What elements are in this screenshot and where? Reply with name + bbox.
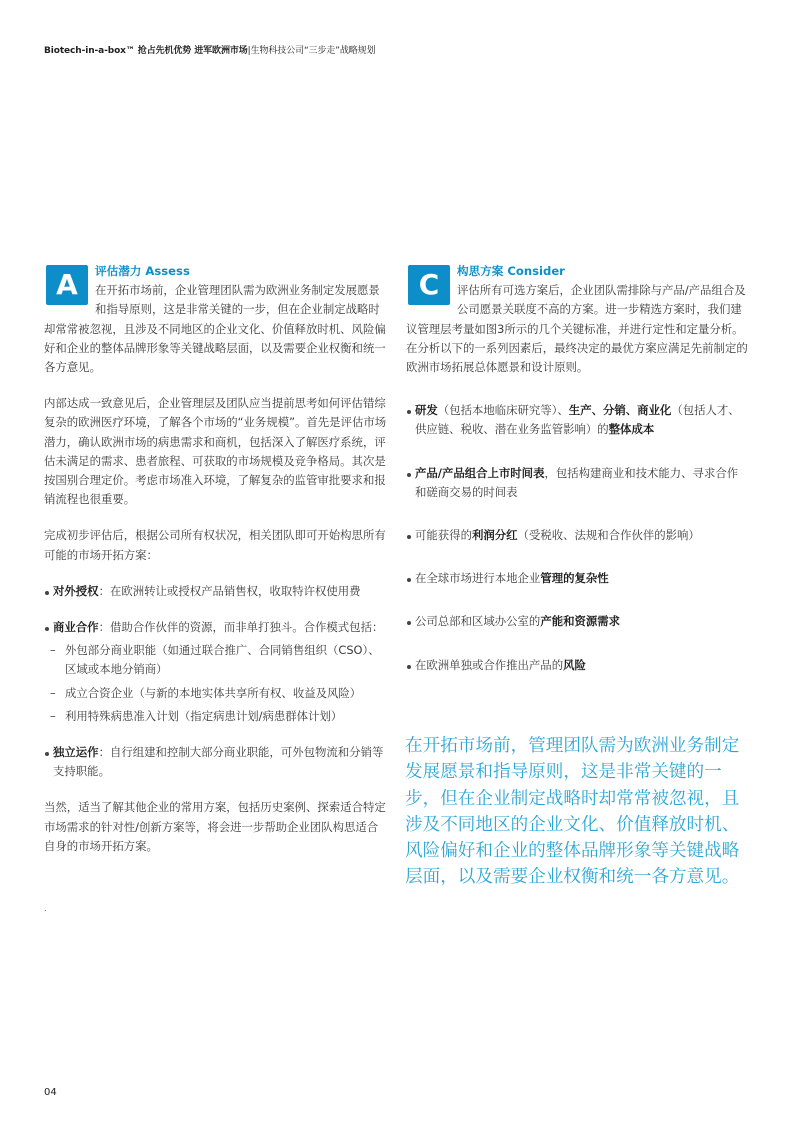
section-consider	[406, 262, 748, 675]
section-c-intro: 评估所有可选方案后，企业团队需排除与产品/产品组合及公司愿景关联度不高的方案。进一步精选方案时，我们建议管理层考量如图3所示的几个关键标准，并进行定性和定量分析。在分析以下的一系列因素后，最终决定的最优方案应满足先前制定的欧洲市场拓展总体愿景和设计原则。	[406, 283, 748, 375]
header-subtitle: 生物科技公司“三步走”战略规划	[250, 46, 376, 56]
criteria-item-cost: 研发（包括本地临床研究等）、生产、分销、商业化（包括人才、供应链、税收、潜在业务监管影响）的整体成本	[406, 401, 748, 439]
section-a-paragraph-3: 完成初步评估后，根据公司所有权状况，相关团队即可开始构思所有可能的市场开拓方案：	[44, 528, 386, 562]
sub-item-joint-venture: – 成立合资企业（与新的本地实体共享所有权、收益及风险）	[44, 684, 388, 703]
criteria-item-timeline: 产品/产品组合上市时间表，包括构建商业和技术能力、寻求合作和磋商交易的时间表	[406, 464, 748, 502]
section-a-title: 评估潜力 Assess	[95, 264, 190, 278]
section-assess	[44, 262, 388, 856]
header-separator: |	[247, 46, 251, 56]
stray-dot: .	[44, 904, 47, 913]
section-a-intro: 在开拓市场前，企业管理团队需为欧洲业务制定发展愿景和指导原则，这是非常关键的一步，但在企业制定战略时却常常被忽视，且涉及不同地区的企业文化、价值释放时机、风险偏好和企业的整体品牌形象等关键战略层面，以及需要企业权衡和统一各方意见。	[44, 283, 386, 375]
section-a-paragraph-4: 当然，适当了解其他企业的常用方案，包括历史案例、探索适合特定市场需求的针对性/创新方案等，将会进一步帮助企业团队构思适合自身的市场开拓方案。	[44, 800, 386, 853]
page-number: 04	[44, 1087, 57, 1098]
bullet-partnership: 商业合作：借助合作伙伴的资源，而非单打独斗。合作模式包括：	[44, 618, 388, 637]
bullet-licensing: 对外授权：在欧洲转让或授权产品销售权，收取特许权使用费	[44, 582, 388, 601]
bullet-independent: 独立运作：自行组建和控制大部分商业职能，可外包物流和分销等支持职能。	[44, 743, 388, 781]
section-a-badge: A	[46, 265, 88, 305]
criteria-item-profit: 可能获得的利润分红（受税收、法规和合作伙伴的影响）	[406, 526, 748, 545]
section-c-badge: C	[408, 265, 450, 305]
criteria-item-complexity: 在全球市场进行本地企业管理的复杂性	[406, 569, 748, 588]
pull-quote: 在开拓市场前，管理团队需为欧洲业务制定发展愿景和指导原则，这是非常关键的一步，但在企业制定战略时却常常被忽视，且涉及不同地区的企业文化、价值释放时机、风险偏好和企业的整体品牌形象等关键战略层面，以及需要企业权衡和统一各方意见。	[405, 736, 740, 888]
running-header	[44, 43, 764, 56]
sub-item-patient-access: – 利用特殊病患准入计划（指定病患计划/病患群体计划）	[44, 707, 388, 726]
section-c-title: 构思方案 Consider	[457, 264, 565, 278]
header-title: Biotech-in-a-box™ 抢占先机优势 进军欧洲市场	[44, 46, 248, 56]
section-a-paragraph-2: 内部达成一致意见后，企业管理层及团队应当提前思考如何评估错综复杂的欧洲医疗环境，了解各个市场的“业务规模”。首先是评估市场潜力，确认欧洲市场的病患需求和商机，包括深入了解医疗系统，评估未满足的需求、患者旅程、可获取的市场规模及竞争格局。其次是按国别合理定价。考虑市场准入环境，了解复杂的监管审批要求和报销流程也很重要。	[44, 396, 387, 507]
sub-item-outsourcing: – 外包部分商业职能（如通过联合推广、合同销售组织（CSO）、区域或本地分销商）	[44, 641, 388, 679]
criteria-item-risk: 在欧洲单独或合作推出产品的风险	[406, 656, 748, 675]
criteria-item-capacity: 公司总部和区域办公室的产能和资源需求	[406, 612, 748, 631]
